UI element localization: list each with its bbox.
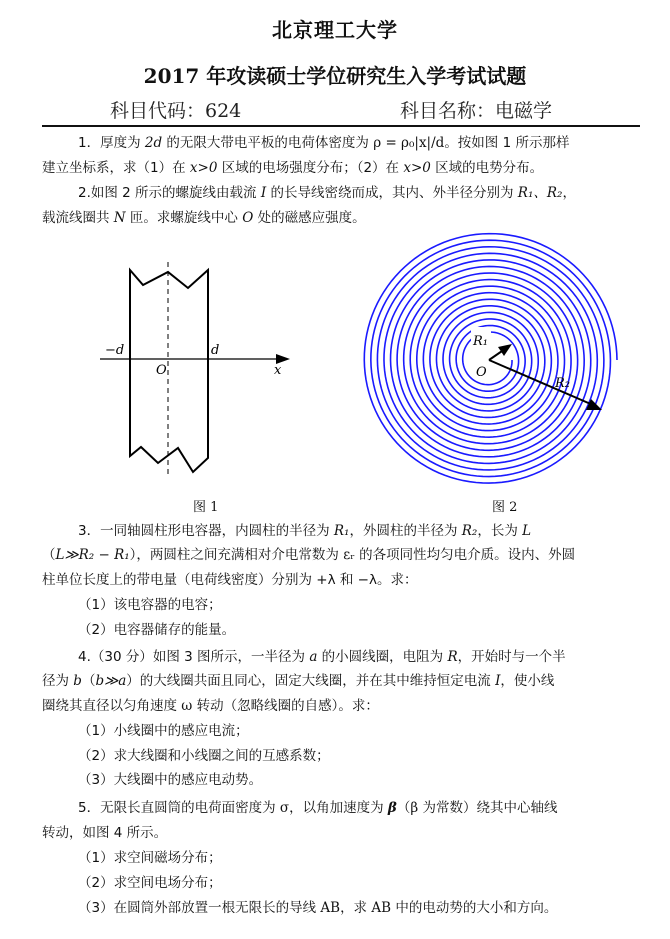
q1-density-formula: ρ = ρ₀|x|/d	[373, 135, 445, 151]
q5-text: ，以角加速度为	[289, 800, 388, 816]
q2-text: 载流线圈共	[42, 210, 114, 226]
q2-current: I	[260, 185, 267, 201]
q5-wire-ab: AB	[320, 900, 341, 916]
r1-arrow-head-icon	[498, 344, 512, 356]
q2-text: 处的磁感应强度。	[253, 210, 366, 226]
q1-text: 的无限大带电平板的电荷体密度为	[162, 135, 374, 151]
q3-line1	[78, 522, 531, 540]
q2-line2	[42, 209, 366, 227]
q5-beta-bold: β	[387, 800, 397, 816]
q4-text: （	[81, 673, 96, 689]
q5-text: 中的电动势的大小和方向。	[391, 900, 558, 916]
label-origin: O	[156, 363, 167, 378]
q1-line1	[78, 134, 569, 152]
label-origin-2: O	[476, 365, 487, 380]
q4-text: 圈绕其直径以匀角速度	[42, 698, 182, 714]
q3-text: ，外圆柱的半径为	[349, 523, 462, 539]
q4-line3	[42, 697, 379, 715]
q2-line1	[78, 184, 576, 202]
label-x: x	[274, 363, 282, 378]
q3-sub2: （2）电容器储存的能量。	[78, 622, 236, 638]
q1-text: 1．厚度为	[78, 135, 145, 151]
q3-text: 3．一同轴圆柱形电容器，内圆柱的半径为	[78, 523, 334, 539]
label-neg-d: −d	[105, 343, 125, 358]
q2-text: ，	[562, 185, 576, 201]
q3-outer-radius: R₂	[461, 523, 478, 539]
label-r1: R₁	[473, 334, 488, 349]
q4-small-radius: a	[309, 649, 318, 665]
q3-line2	[42, 546, 575, 564]
q5-text: 5．无限长直圆筒的电荷面密度为	[78, 800, 280, 816]
q5-text: 为常数）绕其中心轴线	[418, 800, 558, 816]
q4-sub1: （1）小线圈中的感应电流；	[78, 723, 249, 739]
q5-beta: β	[410, 800, 419, 816]
figure-2-spiral	[355, 225, 630, 495]
q5-wire-ab: AB	[371, 900, 392, 916]
q1-condition: x>0	[403, 160, 431, 176]
q3-inner-radius: R₁	[333, 523, 350, 539]
q4-text: 转动（忽略线圈的自感）。求：	[192, 698, 379, 714]
figure-1-caption: 图 1	[193, 500, 219, 515]
q3-text: （	[42, 547, 56, 563]
q1-text: 区域的电势分布。	[430, 160, 544, 176]
q1-text: 区域的电场强度分布；（2）在	[217, 160, 404, 176]
q5-line2: 转动，如图 4 所示。	[42, 825, 168, 841]
q5-line1	[78, 799, 557, 817]
q4-sub3: （3）大线圈中的感应电动势。	[78, 772, 263, 788]
q4-line1	[78, 648, 566, 666]
q4-text: ，使小线	[500, 673, 555, 689]
q3-text: ，长为	[477, 523, 523, 539]
label-d: d	[211, 343, 220, 358]
q3-text: ），两圆柱之间充满相对介电常数为	[129, 547, 344, 563]
q4-text: 的小圆线圈，电阻为	[317, 649, 448, 665]
figure-1-charged-plate	[90, 250, 310, 480]
q1-thickness: 2d	[144, 135, 163, 151]
q3-condition: L≫R₂ − R₁	[55, 547, 130, 563]
figure-2-caption: 图 2	[492, 500, 518, 515]
subject-code: 科目代码：624	[110, 100, 242, 122]
subject-name: 科目名称：电磁学	[400, 100, 553, 122]
q3-sub1: （1）该电容器的电容；	[78, 597, 222, 613]
label-r2: R₂	[555, 376, 570, 391]
q1-text: 。按如图 1 所示那样	[444, 135, 570, 151]
q4-sub2: （2）求大线圈和小线圈之间的互感系数；	[78, 748, 330, 764]
q1-condition: x>0	[189, 160, 218, 176]
q4-text: 4.（30 分）如图 3 图所示，一半径为	[78, 649, 310, 665]
q5-text: （3）在圆筒外部放置一根无限长的导线	[78, 900, 321, 916]
q2-text: 匝。求螺旋线中心	[125, 210, 243, 226]
q2-center: O	[242, 210, 254, 226]
q5-sub2: （2）求空间电场分布；	[78, 875, 222, 891]
q4-resistance: R	[447, 649, 458, 665]
q1-line2	[42, 159, 543, 177]
q3-line3: 柱单位长度上的带电量（电荷线密度）分别为 +λ 和 −λ。求：	[42, 572, 418, 588]
q4-text: 径为	[42, 673, 74, 689]
q4-line2	[42, 672, 554, 690]
q5-sub1: （1）求空间磁场分布；	[78, 850, 222, 866]
q1-text: 建立坐标系，求（1）在	[42, 160, 190, 176]
q5-text: （	[396, 800, 411, 816]
header-divider	[42, 125, 640, 127]
q2-turns: N	[113, 210, 126, 226]
q4-omega: ω	[181, 698, 193, 714]
q2-text: 2.如图 2 所示的螺旋线由载流	[78, 185, 261, 201]
q4-current: I	[495, 673, 501, 689]
q5-sigma: σ	[279, 800, 290, 816]
q5-sub3	[78, 899, 557, 917]
plate-outline	[130, 270, 208, 472]
q3-permittivity: εᵣ	[343, 547, 355, 563]
q4-large-radius: b	[73, 673, 82, 689]
q3-text: 的各项同性均匀电介质。设内、外圆	[354, 547, 576, 563]
university-title: 北京理工大学	[272, 18, 398, 42]
q4-text: ）的大线圈共面且同心，固定大线圈，并在其中维持恒定电流	[126, 673, 496, 689]
q2-radii: R₁、R₂	[517, 185, 563, 201]
q2-text: 的长导线密绕而成，其内、外半径分别为	[266, 185, 518, 201]
q4-text: ，开始时与一个半	[457, 649, 566, 665]
q4-condition: b≫a	[95, 673, 127, 689]
exam-title: 2017 年攻读硕士学位研究生入学考试试题	[143, 64, 527, 88]
q3-length: L	[522, 523, 532, 539]
q5-text: ，求	[340, 900, 372, 916]
